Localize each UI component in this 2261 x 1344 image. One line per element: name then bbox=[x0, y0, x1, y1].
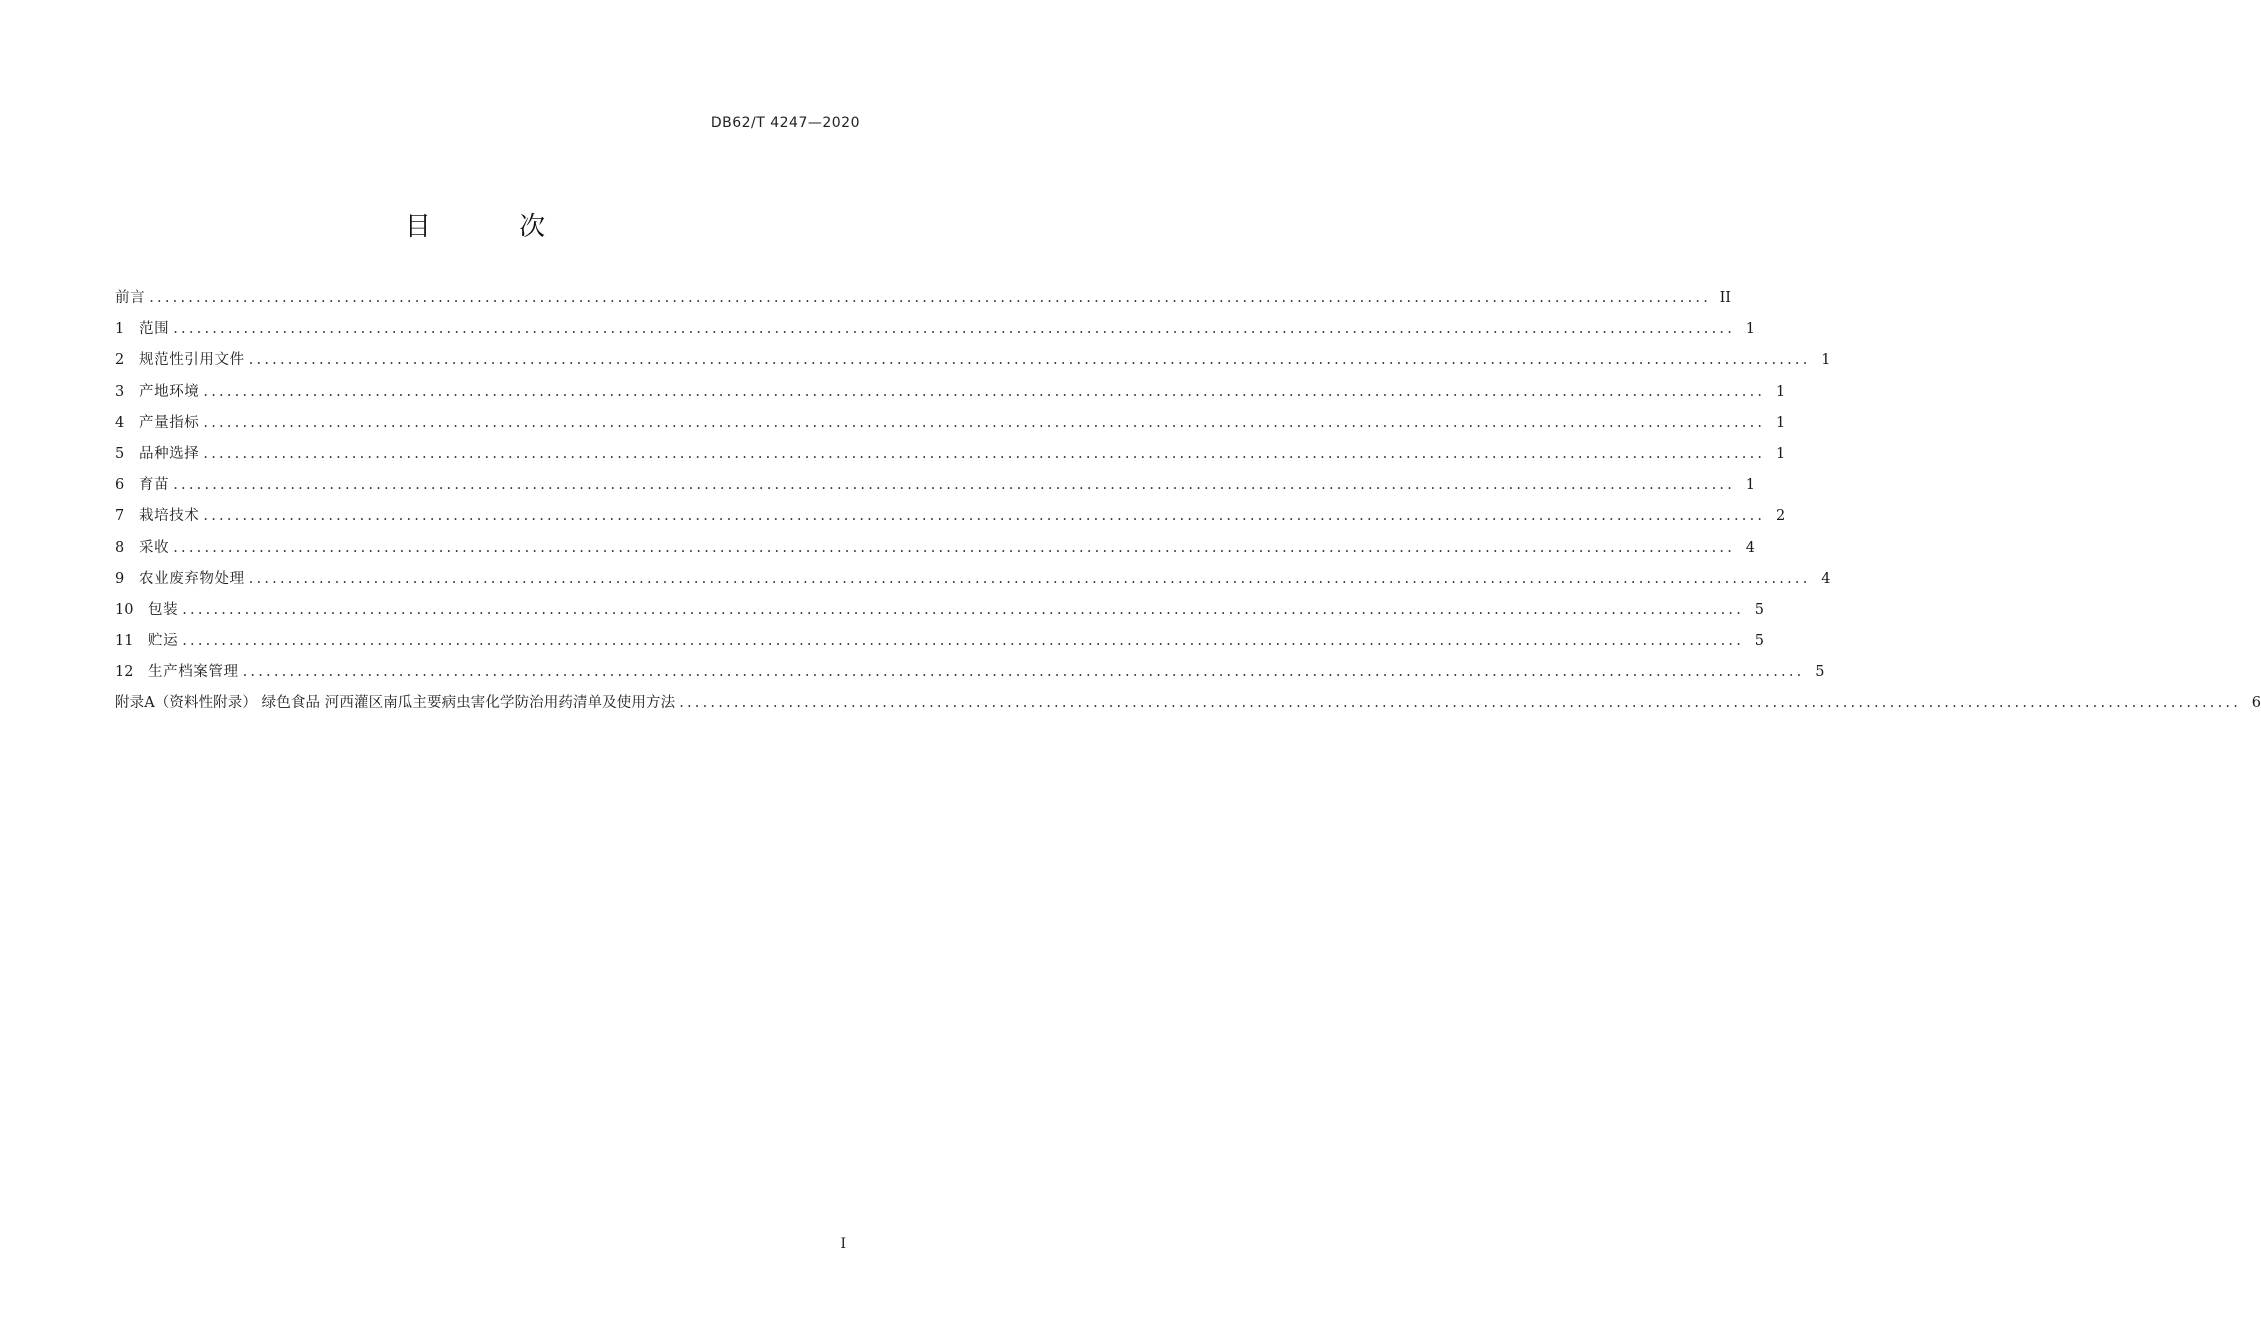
toc-leader-dots: ........................................................................................................................................................................................................ bbox=[203, 414, 1766, 431]
toc-entry-label: 产量指标 bbox=[139, 414, 200, 431]
toc-entry-2[interactable] bbox=[115, 349, 1831, 380]
toc-entry-page: 5 bbox=[1754, 601, 1765, 618]
toc-leader-dots: ........................................................................................................................................................................................................ bbox=[173, 321, 1736, 338]
toc-entry-label: 农业废弃物处理 bbox=[139, 570, 245, 587]
toc-entry-appendix-a[interactable] bbox=[115, 692, 2261, 723]
page-number: I bbox=[840, 1236, 846, 1252]
toc-entry-number: 3 bbox=[115, 383, 125, 400]
toc-leader-dots: ........................................................................................................................................................................................................ bbox=[203, 383, 1766, 400]
toc-leader-dots: ........................................................................................................................................................................................................ bbox=[679, 695, 2242, 712]
toc-entry-page: 2 bbox=[1776, 508, 1786, 525]
toc-entry-number: 2 bbox=[115, 352, 125, 369]
toc-leader-dots: ........................................................................................................................................................................................................ bbox=[173, 477, 1736, 494]
toc-entry-number: 1 bbox=[115, 321, 125, 338]
toc-entry-number: 6 bbox=[115, 477, 125, 494]
toc-entry-label: 包装 bbox=[148, 601, 179, 618]
toc-entry-label: 生产档案管理 bbox=[148, 664, 239, 681]
toc-entry-5[interactable] bbox=[115, 443, 1786, 474]
toc-leader-dots: ........................................................................................................................................................................................................ bbox=[182, 633, 1745, 650]
toc-entry-8[interactable] bbox=[115, 537, 1756, 568]
toc-entry-page: II bbox=[1719, 290, 1732, 306]
toc-entry-label: 育苗 bbox=[139, 477, 170, 494]
document-code: DB62/T 4247—2020 bbox=[710, 115, 860, 131]
toc-entry-label: 范围 bbox=[139, 321, 170, 338]
toc-entry-label: 贮运 bbox=[148, 633, 179, 650]
toc-leader-dots: ........................................................................................................................................................................................................ bbox=[242, 664, 1805, 681]
toc-entry-page: 5 bbox=[1754, 633, 1765, 650]
toc-entry-number: 4 bbox=[115, 414, 125, 431]
toc-entry-number: 9 bbox=[115, 570, 125, 587]
toc-entry-number: 5 bbox=[115, 445, 125, 462]
toc-leader-dots: ........................................................................................................................................................................................................ bbox=[203, 445, 1766, 462]
toc-entry-number: 10 bbox=[115, 601, 134, 618]
toc-entry-3[interactable] bbox=[115, 381, 1786, 412]
toc-entry-9[interactable] bbox=[115, 568, 1831, 599]
toc-entry-number: 12 bbox=[115, 664, 134, 681]
toc-entry-page: 4 bbox=[1745, 539, 1756, 556]
toc-entry-page: 1 bbox=[1745, 321, 1756, 338]
toc-entry-label: 栽培技术 bbox=[139, 508, 200, 525]
toc-title: 目 次 bbox=[404, 212, 586, 242]
toc-entry-label: 前言 bbox=[115, 290, 146, 306]
toc-leader-dots: ........................................................................................................................................................................................................ bbox=[248, 352, 1811, 369]
toc-entry-page: 4 bbox=[1821, 570, 1831, 587]
toc-entry-4[interactable] bbox=[115, 412, 1786, 443]
toc-entry-page: 1 bbox=[1776, 445, 1786, 462]
toc-entry-page: 1 bbox=[1776, 414, 1786, 431]
toc-entry-page: 5 bbox=[1815, 664, 1825, 681]
toc-entry-label: 采收 bbox=[139, 539, 170, 556]
toc-entry-foreword[interactable] bbox=[115, 287, 1732, 318]
toc-entry-label: 产地环境 bbox=[139, 383, 200, 400]
toc-entry-label: 附录A（资料性附录） 绿色食品 河西灌区南瓜主要病虫害化学防治用药清单及使用方法 bbox=[115, 695, 676, 712]
toc-leader-dots: ........................................................................................................................................................................................................ bbox=[149, 290, 1712, 306]
toc-entry-7[interactable] bbox=[115, 505, 1786, 536]
toc-entry-label: 品种选择 bbox=[139, 445, 200, 462]
toc-leader-dots: ........................................................................................................................................................................................................ bbox=[182, 601, 1745, 618]
toc-entry-10[interactable] bbox=[115, 599, 1765, 630]
toc-leader-dots: ........................................................................................................................................................................................................ bbox=[203, 508, 1766, 525]
toc-entry-page: 1 bbox=[1821, 352, 1831, 369]
toc-leader-dots: ........................................................................................................................................................................................................ bbox=[248, 570, 1811, 587]
toc-entry-page: 1 bbox=[1745, 477, 1756, 494]
toc-entry-12[interactable] bbox=[115, 661, 1825, 692]
toc-entry-11[interactable] bbox=[115, 630, 1765, 661]
toc-entry-number: 8 bbox=[115, 539, 125, 556]
toc-leader-dots: ........................................................................................................................................................................................................ bbox=[173, 539, 1736, 556]
toc-entry-label: 规范性引用文件 bbox=[139, 352, 245, 369]
toc-entry-page: 1 bbox=[1776, 383, 1786, 400]
toc-entry-number: 7 bbox=[115, 508, 125, 525]
toc-entry-6[interactable] bbox=[115, 474, 1756, 505]
table-of-contents bbox=[115, 287, 2261, 724]
toc-entry-number: 11 bbox=[115, 633, 134, 650]
toc-entry-1[interactable] bbox=[115, 318, 1756, 349]
toc-entry-page: 6 bbox=[2251, 695, 2261, 712]
